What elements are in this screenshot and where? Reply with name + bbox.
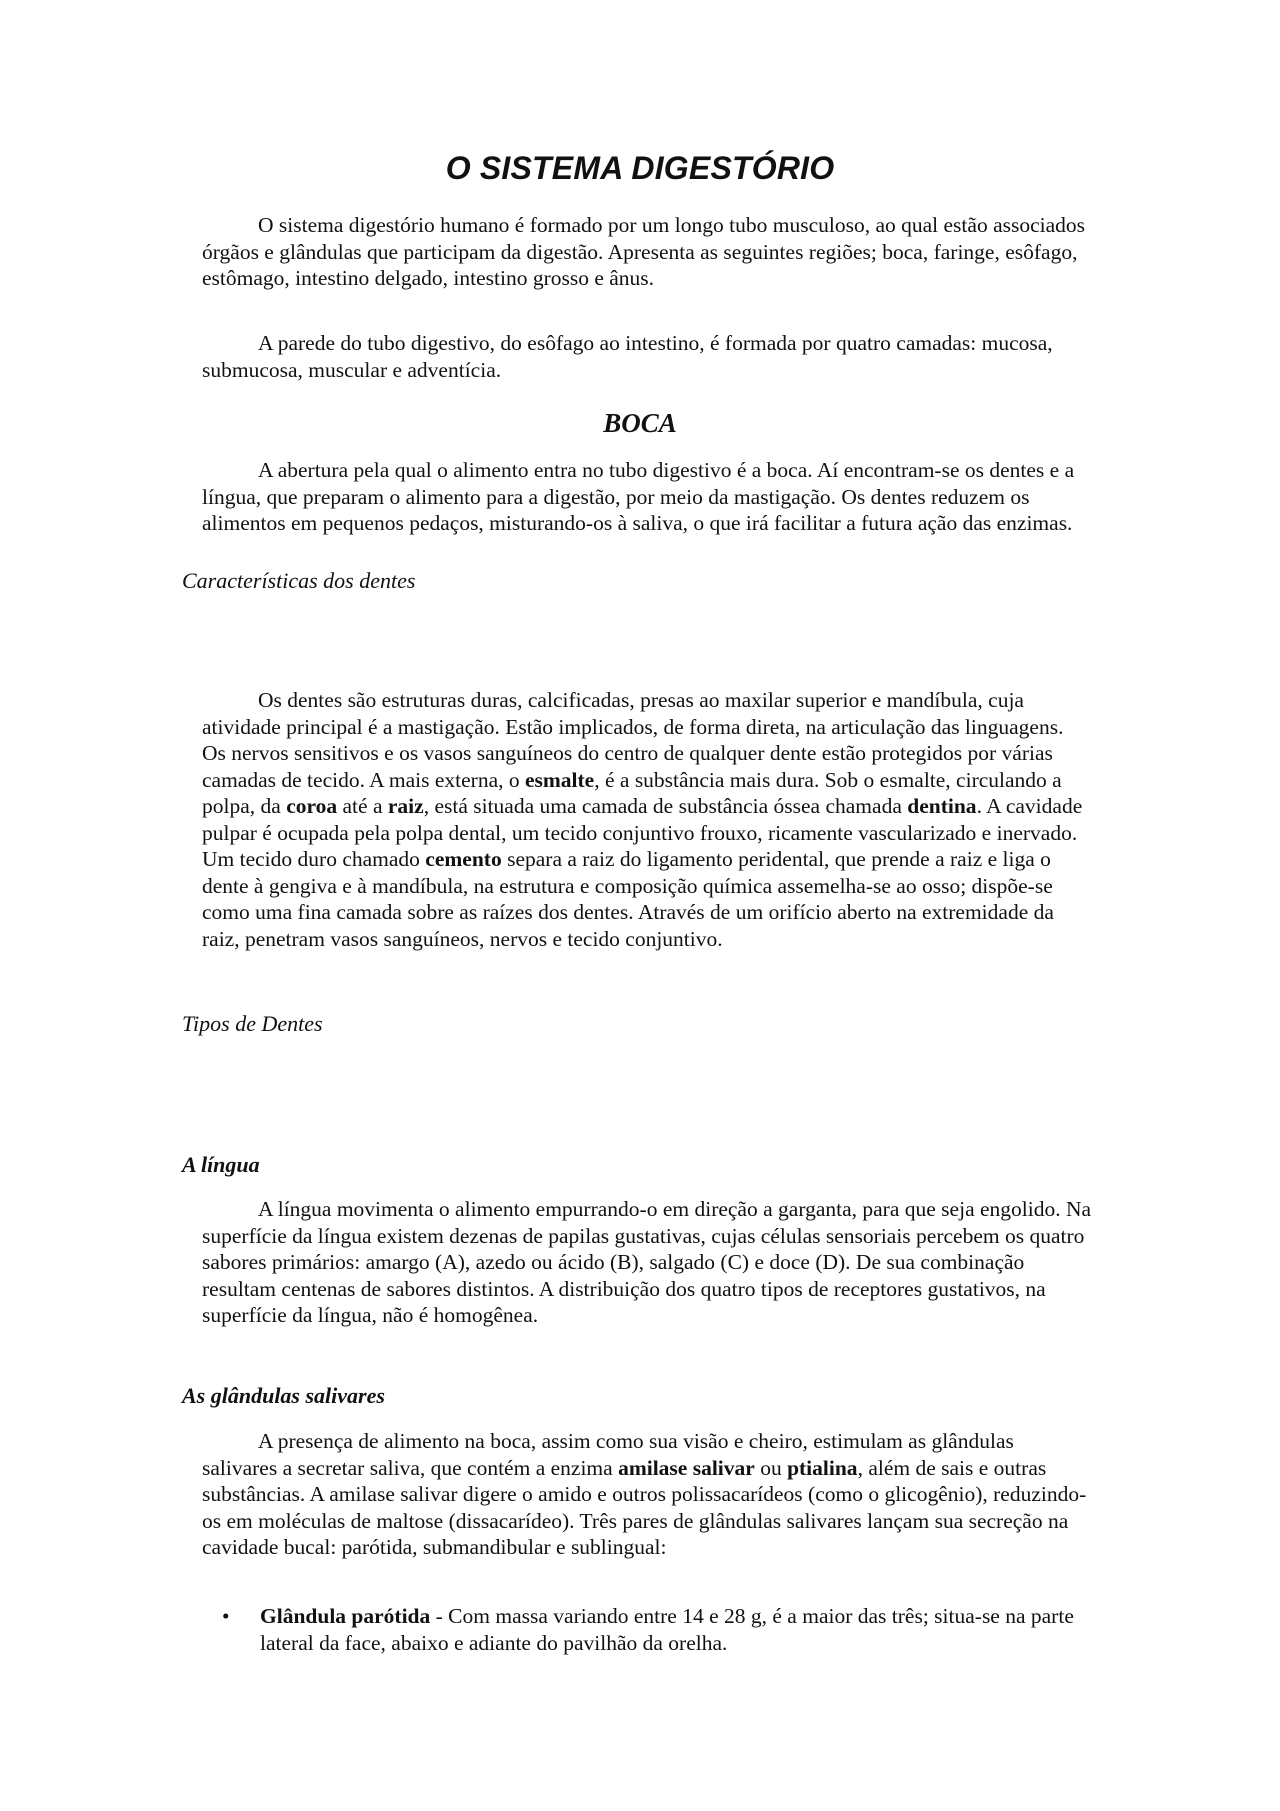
page-title: O SISTEMA DIGESTÓRIO xyxy=(445,150,835,186)
dentes-paragraph xyxy=(202,687,1092,952)
list-item-description: - Com massa variando entre 14 e 28 g, é a maior das três; situa-se na parte lateral da face, abaixo e adiante do pavilhão da orelha. xyxy=(260,1604,1074,1655)
boca-paragraph-text: A abertura pela qual o alimento entra no tubo digestivo é a boca. Aí encontram-se os dentes e a língua, que preparam o alimento para a digestão, por meio da mastigação. Os dentes reduzem os alimentos em pequenos pedaços, misturando-os à saliva, o que irá facilitar a futura ação das enzimas. xyxy=(202,458,1075,535)
term-cemento: cemento xyxy=(425,847,502,871)
dentes-text-b: , é a substância mais dura. Sob o esmalte, circulando a polpa, da xyxy=(202,767,1062,818)
boca-paragraph xyxy=(202,457,1092,537)
intro-paragraph-1 xyxy=(202,212,1092,292)
term-esmalte: esmalte xyxy=(524,767,595,792)
lingua-paragraph xyxy=(202,1196,1092,1329)
boca-heading: BOCA xyxy=(603,408,677,438)
glandulas-text-b: ou xyxy=(754,1455,788,1480)
glandulas-heading: As glândulas salivares xyxy=(182,1383,385,1408)
dentes-text-c: até a xyxy=(337,794,388,818)
glandulas-text-a: A presença de alimento na boca, assim como sua visão e cheiro, estimulam as glândulas salivares a secretar saliva, que contém a enzima xyxy=(202,1429,1014,1480)
dentes-text-e: . A cavidade pulpar é ocupada pela polpa dental, um tecido conjuntivo frouxo, ricamente vascularizado e inervado. Um tecido duro chamado xyxy=(202,794,1083,871)
lingua-heading: A língua xyxy=(182,1152,260,1177)
intro-paragraph-2 xyxy=(202,330,1092,383)
term-coroa: coroa xyxy=(286,794,338,818)
tipos-dentes-heading: Tipos de Dentes xyxy=(182,1011,323,1036)
term-glandula-parotida: Glândula parótida xyxy=(260,1604,431,1628)
dentes-text-d: , está situada uma camada de substância óssea chamada xyxy=(423,794,908,818)
glandulas-paragraph xyxy=(202,1428,1092,1561)
intro-paragraph-1-text: O sistema digestório humano é formado por um longo tubo musculoso, ao qual estão associados órgãos e glândulas que participam da digestão. Apresenta as seguintes regiões; boca, faringe, esôfago, estômago, intestino delgado, intestino grosso e ânus. xyxy=(202,213,1086,290)
dentes-text-f: separa a raiz do ligamento peridental, que prende a raiz e liga o dente à gengiva e à mandíbula, na estrutura e composição química assemelha-se ao osso; dispõe-se como uma fina camada sobre as raízes dos dentes. Através de um orifício aberto na extremidade da raiz, penetram vasos sanguíneos, nervos e tecido conjuntivo. xyxy=(202,847,1054,951)
term-raiz: raiz xyxy=(387,794,424,818)
glandulas-text-c: , além de sais e outras substâncias. A amilase salivar digere o amido e outros polissacarídeos (como o glicogênio), reduzindo-os em moléculas de maltose (dissacarídeo). Três pares de glândulas salivares lançam sua secreção na cavidade bucal: parótida, submandibular e sublingual: xyxy=(202,1455,1087,1559)
lingua-paragraph-text: A língua movimenta o alimento empurrando-o em direção a garganta, para que seja engolido. Na superfície da língua existem dezenas de papilas gustativas, cujas células sensoriais percebem os quatro sabores primários: amargo (A), azedo ou ácido (B), salgado (C) e doce (D). De sua combinação resultam centenas de sabores distintos. A distribuição dos quatro tipos de receptores gustativos, na superfície da língua, não é homogênea. xyxy=(202,1197,1092,1327)
term-ptialina: ptialina xyxy=(787,1455,858,1480)
term-amilase-salivar: amilase salivar xyxy=(618,1455,755,1480)
list-item-text xyxy=(260,1603,1092,1656)
bullet-icon: • xyxy=(222,1604,230,1628)
dentes-heading: Características dos dentes xyxy=(182,568,416,593)
term-dentina: dentina xyxy=(907,794,977,818)
dentes-text-a: Os dentes são estruturas duras, calcificadas, presas ao maxilar superior e mandíbula, cuja atividade principal é a mastigação. Estão implicados, de forma direta, na articulação das linguagens. Os nervos sensitivos e os vasos sanguíneos do centro de qualquer dente estão protegidos por várias camadas de tecido. A mais externa, o xyxy=(202,688,1064,792)
intro-paragraph-2-text: A parede do tubo digestivo, do esôfago ao intestino, é formada por quatro camadas: mucosa, submucosa, muscular e adventícia. xyxy=(202,331,1053,382)
